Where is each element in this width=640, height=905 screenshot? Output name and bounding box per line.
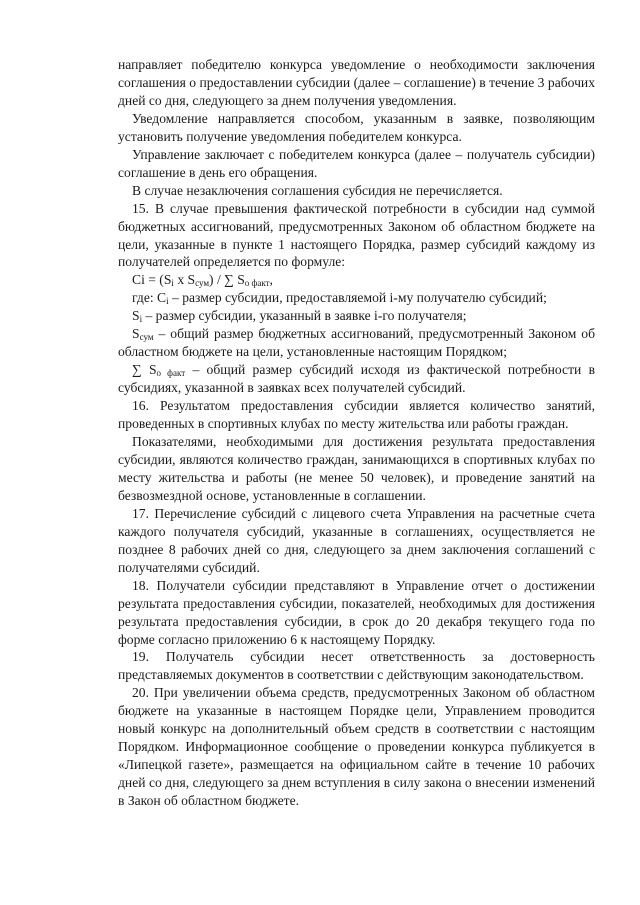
- paragraph-item-20: 20. При увеличении объема средств, предусмотренных Законом об областном бюджете на указанные в настоящем Порядке цели, Управлением проводится новый конкурс на дополнительный объем средств в соответствии с настоящим Порядком. Информационное сообщение о проведении конкурса публикуется в «Липецкой газете», размещается на официальном сайте в течение 10 рабочих дней со дня, следующего за днем вступления в силу закона о внесении изменений в Закон об областном бюджете.: [118, 685, 595, 809]
- formula-sub-i: i: [171, 278, 174, 289]
- paragraph-sfact: [118, 361, 595, 397]
- formula-sub-fact: о факт: [244, 278, 270, 289]
- paragraph-item-19: 19. Получатель субсидии несет ответственность за достоверность представляемых документов в соответствии с действующим законодательством.: [118, 649, 595, 683]
- si-sub: i: [139, 314, 143, 325]
- paragraph-4: В случае незаключения соглашения субсидия не перечисляется.: [132, 182, 503, 198]
- paragraph-2: Уведомление направляется способом, указанным в заявке, позволяющим установить получение уведомления победителем конкурса.: [118, 110, 595, 144]
- where-sub-i: i: [166, 296, 169, 307]
- where-prefix: где: С: [132, 290, 167, 306]
- paragraph-si: [118, 307, 595, 325]
- paragraph-item-18: 18. Получатели субсидии представляют в Управление отчет о достижении результата предоставления субсидии, показателей, необходимых для достижения результата предоставления субсидии, в срок до 20 декабря текущего года по форме согласно приложению 6 к настоящему Порядку.: [118, 577, 595, 647]
- paragraph-3: Управление заключает с победителем конкурса (далее – получатель субсидии) соглашение в день его обращения.: [118, 146, 595, 180]
- sfact-symbol: ∑ S: [132, 362, 157, 378]
- paragraph-item-15: 15. В случае превышения фактической потребности в субсидии над суммой бюджетных ассигнований, предусмотренных Законом об областном бюджете на цели, указанные в пункте 1 настоящего Порядка, размер субсидий каждому из получателей определяется по формуле:: [118, 200, 595, 270]
- formula-lhs: Ci: [132, 272, 145, 288]
- ssum-sub: сум: [139, 332, 154, 343]
- si-text: – размер субсидии, указанный в заявке i-го получателя;: [142, 308, 467, 324]
- where-text: – размер субсидии, предоставляемой i-му получателю субсидий;: [168, 290, 547, 306]
- paragraph-indicators: Показателями, необходимыми для достижения результата предоставления субсидии, являются количество граждан, занимающихся в спортивных клубах по месту жительства и работы (не менее 50 человек), и проведение занятий на безвозмездной основе, установленные в соглашении.: [118, 434, 595, 503]
- formula-end: ,: [269, 272, 273, 288]
- ssum-text: – общий размер бюджетных ассигнований, предусмотренный Законом об областном бюджете на цели, установленные настоящим Порядком;: [118, 326, 595, 360]
- formula-line: [118, 271, 595, 289]
- formula-where: [118, 289, 595, 307]
- formula-eq: = (S: [144, 272, 172, 288]
- paragraph-ssum: [118, 325, 595, 361]
- paragraph-1: направляет победителю конкурса уведомление о необходимости заключения соглашения о предоставлении субсидии (далее – соглашение) в течение 3 рабочих дней со дня, следующего за днем получения уведомления.: [118, 57, 595, 108]
- document-page: [118, 56, 595, 810]
- ssum-symbol: S: [132, 326, 140, 342]
- formula-sub-sum: сум: [195, 278, 210, 289]
- si-symbol: S: [132, 308, 140, 324]
- sfact-sub: о факт: [156, 368, 186, 379]
- formula-mid: x S: [173, 272, 196, 288]
- paragraph-item-16: 16. Результатом предоставления субсидии является количество занятий, проведенных в спортивных клубах по месту жительства или работы граждан.: [118, 398, 595, 432]
- formula-close: ) / ∑ S: [209, 272, 245, 288]
- paragraph-item-17: 17. Перечисление субсидий с лицевого счета Управления на расчетные счета каждого получателя субсидий, указанные в соглашениях, осуществляется не позднее 8 рабочих дней со дня, следующего за днем заключения соглашений с получателями субсидий.: [118, 505, 595, 575]
- sfact-text: – общий размер субсидий исходя из фактической потребности в субсидиях, указанной в заявках всех получателей субсидий.: [118, 362, 595, 396]
